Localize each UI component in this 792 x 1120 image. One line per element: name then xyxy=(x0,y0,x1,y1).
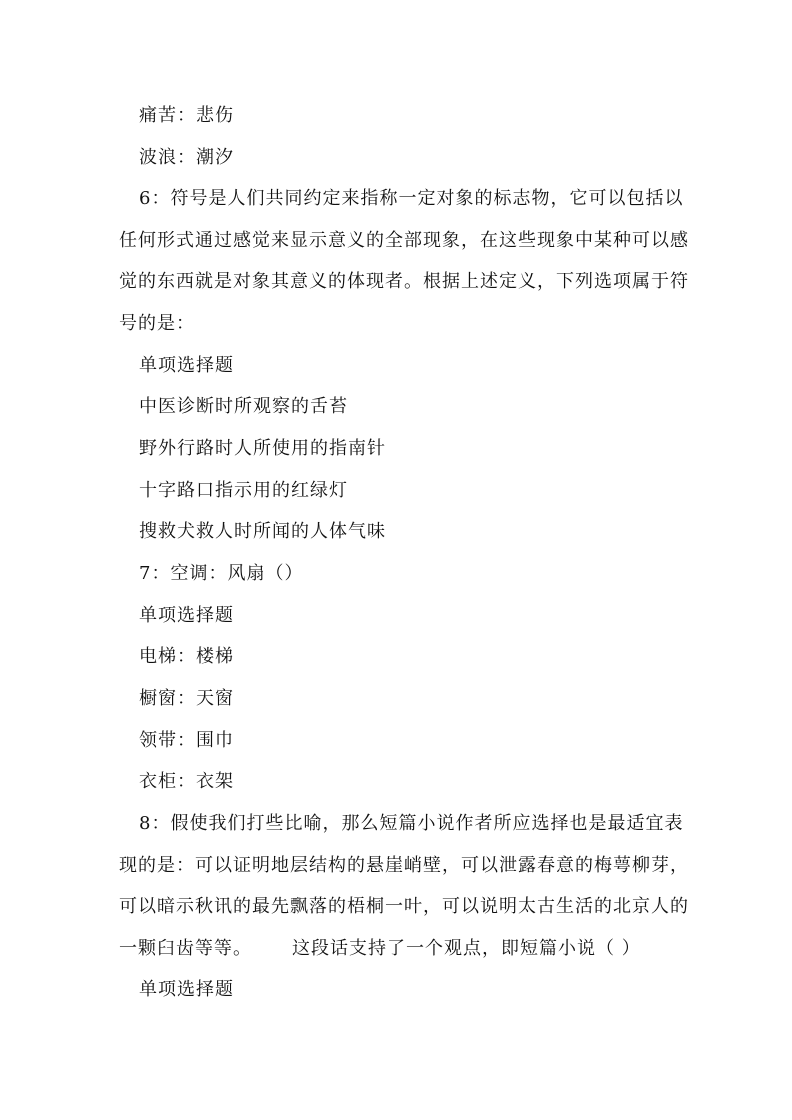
question-8-stem-line-4-part-1: 一颗臼齿等等。 xyxy=(119,938,252,959)
question-7-option-3: 领带：围巾 xyxy=(139,730,234,751)
question-8-stem-line-2: 现的是：可以证明地层结构的悬崖峭壁，可以泄露春意的梅萼柳芽， xyxy=(119,855,689,876)
question-7-option-2: 橱窗：天窗 xyxy=(139,688,234,709)
question-6-stem-line-1: 6：符号是人们共同约定来指称一定对象的标志物，它可以包括以 xyxy=(139,188,684,209)
question-8-stem-line-1: 8：假使我们打些比喻，那么短篇小说作者所应选择也是最适宜表 xyxy=(139,813,684,834)
question-7-stem: 7：空调：风扇（） xyxy=(139,563,304,584)
question-7-type: 单项选择题 xyxy=(139,605,234,626)
question-6-stem-line-4: 号的是： xyxy=(119,313,195,334)
question-6-option-2: 野外行路时人所使用的指南针 xyxy=(139,438,386,459)
question-6-option-1: 中医诊断时所观察的舌苔 xyxy=(139,396,348,417)
question-6-stem-line-3: 觉的东西就是对象其意义的体现者。根据上述定义，下列选项属于符 xyxy=(119,271,689,292)
question-8-stem-line-3: 可以暗示秋讯的最先飘落的梧桐一叶，可以说明太古生活的北京人的 xyxy=(119,896,689,917)
answer-option-wave-tide: 波浪：潮汐 xyxy=(139,147,234,168)
question-6-option-4: 搜救犬救人时所闻的人体气味 xyxy=(139,521,386,542)
question-8-type: 单项选择题 xyxy=(139,979,234,1000)
question-8-stem-line-4-part-2: 这段话支持了一个观点，即短篇小说（ ） xyxy=(292,938,641,959)
question-6-stem-line-2: 任何形式通过感觉来显示意义的全部现象，在这些现象中某种可以感 xyxy=(119,230,689,251)
answer-option-pain-sorrow: 痛苦：悲伤 xyxy=(139,105,234,126)
question-7-option-4: 衣柜：衣架 xyxy=(139,771,234,792)
question-6-option-3: 十字路口指示用的红绿灯 xyxy=(139,480,348,501)
question-8-stem-line-4 xyxy=(119,937,641,961)
question-6-type: 单项选择题 xyxy=(139,355,234,376)
question-7-option-1: 电梯：楼梯 xyxy=(139,646,234,667)
